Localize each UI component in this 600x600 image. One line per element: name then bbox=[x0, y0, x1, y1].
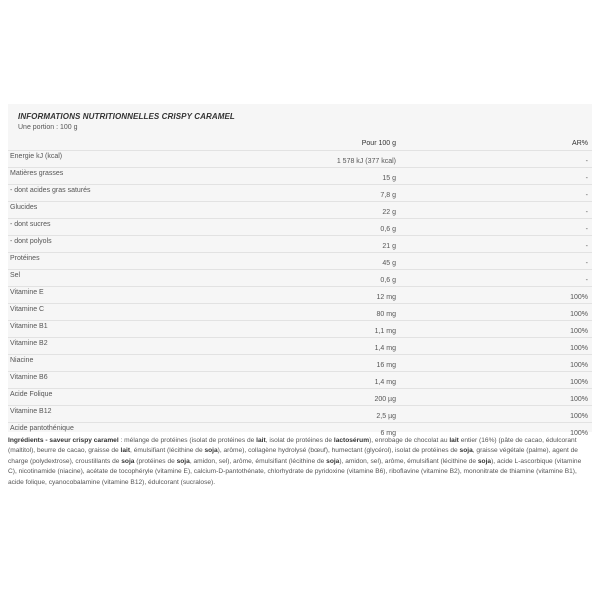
row-label: Vitamine C bbox=[10, 306, 45, 313]
table-row bbox=[8, 320, 592, 338]
row-value: 200 µg bbox=[374, 396, 396, 403]
row-value: 15 g bbox=[382, 175, 396, 182]
row-ar: - bbox=[585, 243, 588, 250]
ingredient-highlight: soja bbox=[459, 447, 473, 455]
ingredient-highlight: soja bbox=[176, 457, 190, 465]
row-label: Vitamine B2 bbox=[10, 340, 48, 347]
row-ar: 100% bbox=[570, 311, 588, 318]
table-row bbox=[8, 184, 592, 202]
row-label: Vitamine E bbox=[10, 289, 44, 296]
column-header-per-100g: Pour 100 g bbox=[361, 140, 396, 147]
ingredient-text: , isolat de protéines de bbox=[265, 437, 334, 444]
row-value: 1,4 mg bbox=[374, 379, 396, 386]
row-ar: - bbox=[585, 175, 588, 182]
column-header-ar: AR% bbox=[572, 140, 588, 147]
row-value: 12 mg bbox=[376, 294, 396, 301]
ingredient-text: , émulsifiant (lécithine de bbox=[130, 447, 205, 455]
row-ar: 100% bbox=[570, 396, 588, 403]
row-ar: - bbox=[585, 277, 588, 284]
row-value: 1,4 mg bbox=[374, 345, 396, 352]
row-ar: 100% bbox=[570, 362, 588, 369]
row-value: 2,5 µg bbox=[376, 413, 396, 420]
table-row bbox=[8, 286, 592, 304]
row-ar: 100% bbox=[570, 430, 588, 437]
row-value: 1,1 mg bbox=[374, 328, 396, 335]
row-label: - dont acides gras saturés bbox=[10, 187, 91, 194]
row-value: 1 578 kJ (377 kcal) bbox=[336, 158, 396, 165]
table-row bbox=[8, 371, 592, 389]
row-label: Glucides bbox=[10, 204, 38, 211]
ingredient-highlight: lait bbox=[120, 447, 131, 455]
ingredient-text: ), enrobage de chocolat au bbox=[369, 437, 450, 444]
row-value: 80 mg bbox=[376, 311, 396, 318]
ingredient-highlight: Ingrédients - saveur crispy caramel bbox=[8, 437, 119, 444]
table-title: INFORMATIONS NUTRITIONNELLES CRISPY CARAMEL bbox=[18, 112, 235, 121]
ingredient-highlight: lait bbox=[256, 437, 266, 444]
row-label: Matières grasses bbox=[10, 170, 64, 177]
row-ar: - bbox=[585, 192, 588, 199]
ingredient-highlight: lactosérum bbox=[333, 437, 370, 444]
row-label: Vitamine B6 bbox=[10, 374, 48, 381]
row-value: 21 g bbox=[382, 243, 396, 250]
row-label: Energie kJ (kcal) bbox=[10, 153, 63, 160]
table-row bbox=[8, 150, 592, 168]
row-value: 45 g bbox=[382, 260, 396, 267]
nutrition-panel bbox=[8, 104, 592, 437]
row-label: - dont sucres bbox=[10, 221, 51, 228]
ingredients-text bbox=[8, 436, 588, 488]
row-label: Vitamine B1 bbox=[10, 323, 48, 330]
table-row bbox=[8, 252, 592, 270]
row-ar: - bbox=[585, 226, 588, 233]
table-row bbox=[8, 303, 592, 321]
row-ar: 100% bbox=[570, 345, 588, 352]
table-row bbox=[8, 405, 592, 423]
ingredient-highlight: lait bbox=[449, 437, 459, 444]
ingredient-highlight: soja bbox=[477, 457, 492, 465]
row-value: 6 mg bbox=[380, 430, 396, 437]
ingredient-text: , amidon, sel), arôme, émulsifiant (lécithine de bbox=[189, 457, 327, 465]
table-row bbox=[8, 388, 592, 406]
table-row bbox=[8, 167, 592, 185]
row-ar: 100% bbox=[570, 413, 588, 420]
row-ar: - bbox=[585, 260, 588, 267]
ingredient-highlight: soja bbox=[121, 457, 135, 465]
row-label: Protéines bbox=[10, 255, 40, 262]
row-value: 7,8 g bbox=[380, 192, 396, 199]
table-row bbox=[8, 269, 592, 287]
ingredient-text: ), arôme), collagène hydrolysé (bœuf), humectant (glycérol), isolat de protéines de bbox=[217, 447, 460, 455]
row-label: Acide Folique bbox=[10, 391, 53, 398]
table-row bbox=[8, 337, 592, 355]
row-value: 22 g bbox=[382, 209, 396, 216]
row-label: Vitamine B12 bbox=[10, 408, 52, 415]
portion-info: Une portion : 100 g bbox=[18, 124, 78, 131]
row-ar: 100% bbox=[570, 328, 588, 335]
row-ar: 100% bbox=[570, 294, 588, 301]
ingredient-highlight: soja bbox=[326, 457, 340, 465]
table-row bbox=[8, 201, 592, 219]
row-ar: - bbox=[585, 158, 588, 165]
ingredient-highlight: soja bbox=[204, 447, 218, 455]
row-label: Acide pantothénique bbox=[10, 425, 74, 432]
row-value: 0,6 g bbox=[380, 226, 396, 233]
ingredient-text: (protéines de bbox=[134, 457, 177, 465]
row-ar: 100% bbox=[570, 379, 588, 386]
row-value: 0,6 g bbox=[380, 277, 396, 284]
row-label: Niacine bbox=[10, 357, 34, 364]
row-label: Sel bbox=[10, 272, 21, 279]
table-row bbox=[8, 354, 592, 372]
row-value: 16 mg bbox=[376, 362, 396, 369]
table-row bbox=[8, 235, 592, 253]
ingredient-text: ), amidon, sel), arôme, émulsifiant (lécithine de bbox=[339, 457, 478, 465]
ingredient-text: , graisse végétale (palme), agent de charge (polydextrose), croustillants de bbox=[8, 447, 578, 465]
ingredient-text: entier (16%) (pâte de cacao, édulcorant (maltitol), beurre de cacao, graisse de bbox=[8, 437, 577, 455]
table-row bbox=[8, 218, 592, 236]
ingredient-text: : mélange de protéines (isolat de protéines de bbox=[118, 437, 257, 444]
ingredient-text: ), acide L-ascorbique (vitamine C), nicotinamide (niacine), acétate de tocophéryle (vitamine E), calcium-D-pantothénate, chlorhydrate de pyridoxine (vitamine B6), riboflavine (vitamine B2), mononitrate de thiamine (vitamine B1), acide folique, cyanocobalamine (vitamine B12), édulcorant (sucralose). bbox=[8, 457, 582, 486]
row-label: - dont polyols bbox=[10, 238, 52, 245]
row-ar: - bbox=[585, 209, 588, 216]
